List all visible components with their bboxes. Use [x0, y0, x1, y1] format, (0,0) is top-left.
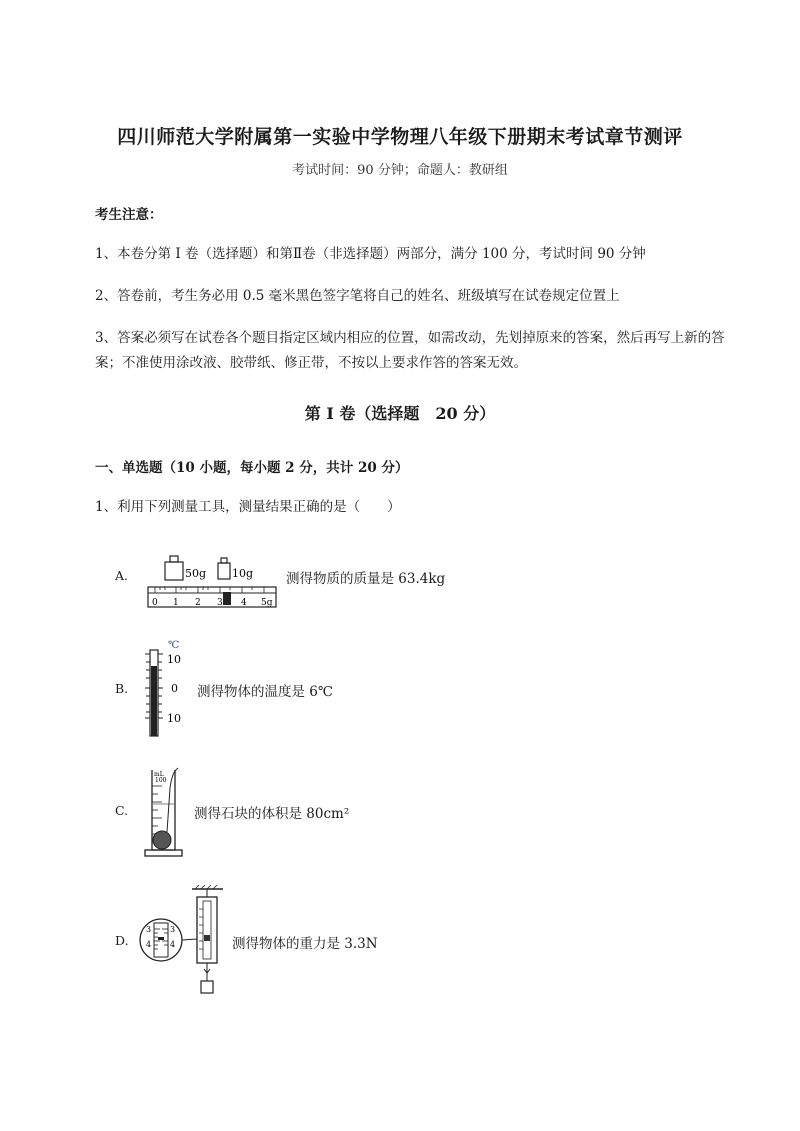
- notice-item-3: 3、答案必须写在试卷各个题目指定区域内相应的位置，如需改动，先划掉原来的答案，然后再写上新的答案；不准使用涂改液、胶带纸、修正带，不按以上要求作答的答案无效。: [95, 330, 725, 371]
- scale-tick-1: 1: [173, 598, 179, 608]
- scale-tick-5: 5g: [261, 598, 273, 608]
- option-d-letter: D.: [115, 933, 129, 948]
- notice-heading: 考生注意：: [95, 207, 163, 223]
- option-d-text: 测得物体的重力是 3.3N: [232, 936, 378, 952]
- section-title: 第 I 卷（选择题 20 分）: [304, 404, 496, 423]
- option-a-text: 测得物质的质量是 63.4kg: [286, 571, 446, 587]
- thermo-tick-bottom: 10: [167, 712, 181, 725]
- spring-scale-figure: [137, 885, 227, 1000]
- exam-title: 四川师范大学附属第一实验中学物理八年级下册期末考试章节测评: [117, 126, 683, 148]
- magnifier-tick-right-4: 4: [170, 940, 176, 949]
- option-b-text: 测得物体的温度是 6℃: [197, 684, 333, 700]
- scale-tick-0: 0: [152, 598, 158, 608]
- thermo-tick-zero: 0: [171, 682, 178, 695]
- weight-10g-label: 10g: [232, 567, 254, 580]
- weight-50g-label: 50g: [185, 567, 207, 580]
- graduated-cylinder-figure: [142, 764, 187, 859]
- cylinder-unit: mL: [154, 771, 164, 778]
- notice-item-1: 1、本卷分第 I 卷（选择题）和第Ⅱ卷（非选择题）两部分，满分 100 分，考试时间 90 分钟: [95, 246, 646, 262]
- magnifier-tick-right-3: 3: [170, 925, 176, 934]
- section-heading: 一、单选题（10 小题，每小题 2 分，共计 20 分）: [95, 460, 409, 476]
- scale-tick-4: 4: [241, 598, 247, 608]
- option-a-letter: A.: [115, 568, 129, 583]
- thermometer-figure: [140, 638, 190, 738]
- scale-tick-3: 3: [217, 598, 223, 608]
- option-c-letter: C.: [115, 803, 129, 818]
- scale-tick-2: 2: [195, 598, 201, 608]
- notice-item-2: 2、答卷前，考生务必用 0.5 毫米黑色签字笔将自己的姓名、班级填写在试卷规定位置上: [95, 288, 620, 304]
- option-c-text: 测得石块的体积是 80cm²: [194, 806, 350, 822]
- option-b-letter: B.: [115, 681, 129, 696]
- thermo-tick-top: 10: [167, 653, 181, 666]
- balance-scale-figure: [145, 548, 280, 610]
- exam-subtitle: 考试时间：90 分钟；命题人：教研组: [292, 163, 508, 178]
- cylinder-top-mark: 100: [155, 777, 167, 784]
- magnifier-tick-left-3: 3: [146, 925, 152, 934]
- question-stem: 1、利用下列测量工具，测量结果正确的是（ ）: [95, 499, 401, 515]
- magnifier-tick-left-4: 4: [146, 940, 152, 949]
- thermometer-unit: ℃: [168, 640, 180, 651]
